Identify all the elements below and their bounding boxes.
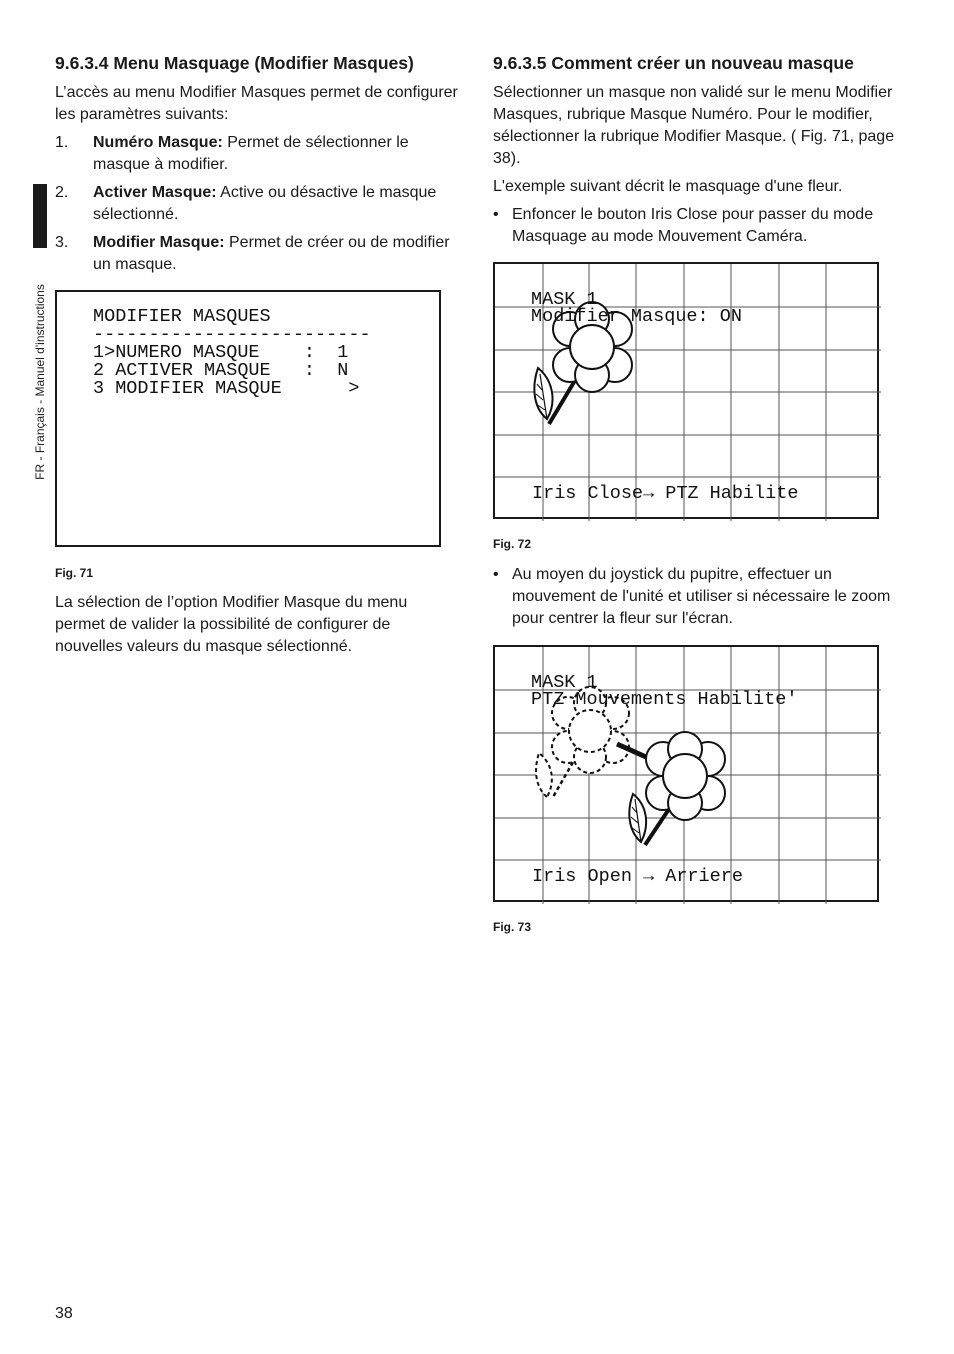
page-number: 38 <box>55 1305 73 1322</box>
fig72-line2: Modifier Masque: ON <box>531 306 742 327</box>
bullet-iris-close: • Enfoncer le bouton Iris Close pour passer du mode Masquage au mode Mouvement Caméra. <box>493 204 898 248</box>
fig72-bottom-line: Iris Close→ PTZ Habilite <box>532 483 799 504</box>
section-heading-9-6-3-4: 9.6.3.4 Menu Masquage (Modifier Masques) <box>55 53 414 73</box>
fig-72-screen <box>493 262 879 519</box>
fig73-bottom-line: Iris Open → Arriere <box>532 866 743 887</box>
fig73-line2: PTZ Mouvements Habilite' <box>531 689 798 710</box>
fig-71-caption: Fig. 71 <box>55 566 94 580</box>
fig-73-caption: Fig. 73 <box>493 920 532 934</box>
closing-paragraph: La sélection de l’option Modifier Masque du menu permet de valider la possibilité de configurer de nouvelles valeurs du masque sélectionné. <box>55 594 408 655</box>
fig-73-drawing <box>495 647 881 904</box>
fig-73-screen <box>493 645 879 902</box>
side-label: FR - Français - Manuel d'instructions <box>33 284 47 480</box>
section-heading-9-6-3-5: 9.6.3.5 Comment créer un nouveau masque <box>493 53 854 73</box>
item-term: Numéro Masque: <box>93 134 223 151</box>
bullet-joystick: • Au moyen du joystick du pupitre, effectuer un mouvement de l'unité et utiliser si nécessaire le zoom pour centrer la fleur sur l'écran. <box>493 564 898 630</box>
item-number: 1. <box>55 134 69 151</box>
list-item <box>55 232 460 276</box>
left-column <box>55 52 460 282</box>
intro-paragraph: L’accès au menu Modifier Masques permet de configurer les paramètres suivants: <box>55 84 458 123</box>
item-term: Modifier Masque: <box>93 234 225 251</box>
right-column <box>493 52 898 254</box>
menu-item-numero: 1>NUMERO MASQUE : 1 <box>93 342 349 363</box>
menu-item-activer: 2 ACTIVER MASQUE : N <box>93 360 349 381</box>
list-item <box>55 132 460 176</box>
menu-screen-figure <box>55 290 441 547</box>
paragraph-select-mask: Sélectionner un masque non validé sur le menu Modifier Masques, rubrique Masque Numéro. Pour le modifier, sélectionner la rubrique Modifier Masque. ( Fig. 71, page 38). <box>493 84 895 167</box>
item-description: Permet de sélectionner le masque à modifier. <box>93 134 409 173</box>
menu-separator: ------------------------- <box>93 324 371 345</box>
item-description: Permet de créer ou de modifier un masque. <box>93 234 450 273</box>
menu-title: MODIFIER MASQUES <box>93 306 271 327</box>
parameter-list <box>55 132 460 276</box>
flower-icon <box>629 732 725 845</box>
bullet-list-2 <box>493 564 898 636</box>
fig73-line1: MASK 1 <box>531 672 598 693</box>
fig-72-caption: Fig. 72 <box>493 537 532 551</box>
list-item <box>55 182 460 226</box>
item-number: 2. <box>55 184 69 201</box>
item-number: 3. <box>55 234 69 251</box>
item-term: Activer Masque: <box>93 184 217 201</box>
bullet-list-1 <box>493 204 898 248</box>
menu-item-modifier: 3 MODIFIER MASQUE > <box>93 378 360 399</box>
fig-72-drawing <box>495 264 881 521</box>
menu-screen-text <box>93 308 371 398</box>
paragraph-example: L'exemple suivant décrit le masquage d'une fleur. <box>493 178 843 195</box>
item-description: Active ou désactive le masque sélectionné. <box>93 184 437 223</box>
fig72-line1: MASK 1 <box>531 289 598 310</box>
